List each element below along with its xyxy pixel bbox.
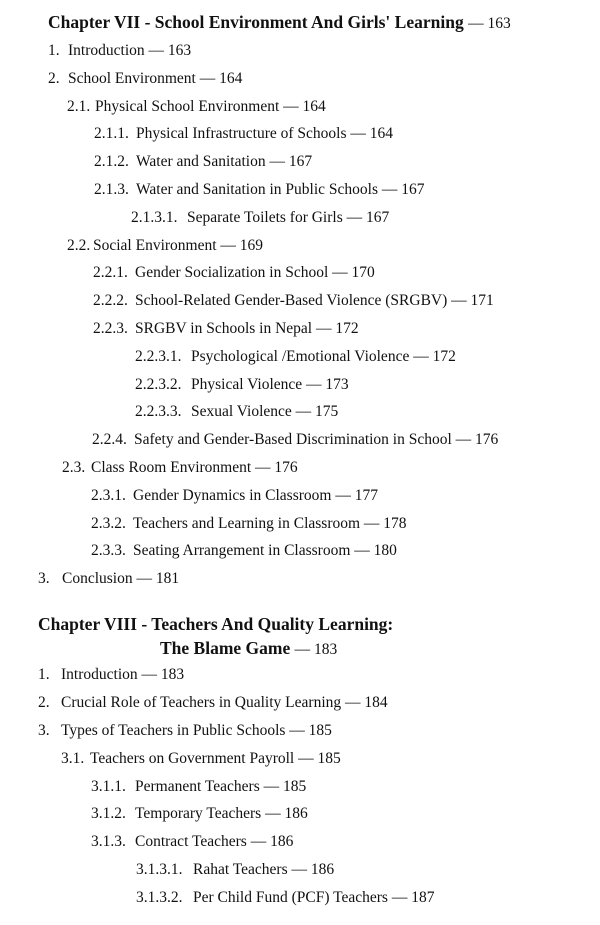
entry-page: 177 bbox=[354, 487, 378, 504]
entry-title: Physical Violence bbox=[191, 376, 303, 393]
entry-page: 172 bbox=[335, 320, 359, 337]
entry-number: 2.2.1. bbox=[93, 264, 128, 281]
em-dash: — bbox=[363, 515, 380, 532]
entry-number: 2.3.3. bbox=[91, 542, 126, 559]
em-dash: — bbox=[413, 348, 429, 365]
em-dash: — bbox=[148, 42, 164, 59]
entry-page: 164 bbox=[302, 98, 326, 115]
entry-title: Types of Teachers in Public Schools bbox=[61, 722, 286, 739]
entry-number: 2.1.3.1. bbox=[131, 209, 178, 226]
em-dash: — bbox=[391, 889, 408, 906]
em-dash: — bbox=[255, 459, 271, 476]
toc-entry[interactable] bbox=[94, 180, 424, 200]
entry-title: Introduction bbox=[68, 42, 145, 59]
toc-entry[interactable] bbox=[136, 860, 334, 880]
chapter-8-title-line2: The Blame Game bbox=[160, 638, 291, 658]
em-dash: — bbox=[265, 805, 281, 822]
entry-page: 167 bbox=[288, 153, 313, 170]
toc-entry[interactable] bbox=[62, 458, 298, 478]
entry-number: 2.2. bbox=[67, 237, 91, 254]
entry-number: 1. bbox=[48, 42, 60, 59]
toc-entry[interactable] bbox=[91, 514, 407, 534]
entry-title: Separate Toilets for Girls bbox=[187, 209, 343, 226]
toc-entry[interactable] bbox=[61, 749, 341, 769]
entry-title: SRGBV in Schools in Nepal bbox=[135, 320, 313, 337]
entry-title: Introduction bbox=[61, 666, 138, 683]
entry-number: 2.2.3.1. bbox=[135, 348, 182, 365]
entry-page: 180 bbox=[373, 542, 397, 559]
entry-title: Sexual Violence bbox=[191, 403, 292, 420]
entry-title: Social Environment bbox=[93, 237, 217, 254]
entry-title: Per Child Fund (PCF) Teachers bbox=[193, 889, 388, 906]
entry-title: Temporary Teachers bbox=[135, 805, 262, 822]
entry-title: Seating Arrangement in Classroom bbox=[133, 542, 351, 559]
em-dash: — bbox=[332, 264, 348, 281]
entry-page: 183 bbox=[160, 666, 185, 683]
toc-entry[interactable] bbox=[92, 430, 498, 450]
em-dash: — bbox=[263, 778, 280, 795]
em-dash: — bbox=[220, 237, 236, 254]
toc-entry[interactable] bbox=[38, 721, 332, 741]
entry-page: 184 bbox=[364, 694, 388, 711]
toc-entry[interactable] bbox=[135, 375, 349, 395]
toc-entry[interactable] bbox=[136, 888, 434, 908]
entry-title: Gender Dynamics in Classroom bbox=[133, 487, 332, 504]
entry-page: 186 bbox=[310, 861, 335, 878]
em-dash: — bbox=[141, 666, 157, 683]
entry-title: Physical Infrastructure of Schools bbox=[136, 125, 347, 142]
entry-title: Class Room Environment bbox=[91, 459, 252, 476]
entry-page: 176 bbox=[475, 431, 499, 448]
entry-number: 3.1.3.1. bbox=[136, 861, 183, 878]
entry-number: 2.2.4. bbox=[92, 431, 127, 448]
toc-entry[interactable] bbox=[93, 291, 494, 311]
entry-title: School Environment bbox=[68, 70, 196, 87]
em-dash: — bbox=[250, 833, 267, 850]
toc-entry[interactable] bbox=[91, 832, 293, 852]
entry-number: 1. bbox=[38, 666, 50, 683]
toc-entry[interactable] bbox=[131, 208, 389, 228]
entry-number: 3.1.3.2. bbox=[136, 889, 183, 906]
entry-number: 2.1. bbox=[67, 98, 91, 115]
entry-title: School-Related Gender-Based Violence (SRGBV) bbox=[135, 292, 448, 309]
toc-entry[interactable] bbox=[67, 97, 326, 117]
em-dash: — bbox=[295, 403, 312, 420]
entry-page: 164 bbox=[369, 125, 393, 142]
em-dash: — bbox=[346, 209, 363, 226]
entry-number: 2.3.1. bbox=[91, 487, 126, 504]
em-dash: — bbox=[345, 694, 361, 711]
em-dash: — bbox=[455, 431, 472, 448]
entry-page: 185 bbox=[317, 750, 341, 767]
entry-title: Psychological /Emotional Violence bbox=[191, 348, 410, 365]
em-dash: — bbox=[269, 153, 285, 170]
toc-entry[interactable] bbox=[91, 541, 397, 561]
entry-title: Rahat Teachers bbox=[193, 861, 288, 878]
chapter-8-title-continued bbox=[160, 637, 337, 661]
entry-number: 2.1.2. bbox=[94, 153, 129, 170]
entry-number: 2.1.1. bbox=[94, 125, 129, 142]
toc-entry[interactable] bbox=[135, 347, 456, 367]
em-dash: — bbox=[283, 98, 299, 115]
toc-entry[interactable] bbox=[135, 402, 338, 422]
entry-title: Water and Sanitation bbox=[136, 153, 266, 170]
em-dash: — bbox=[289, 722, 305, 739]
em-dash: — bbox=[199, 70, 216, 87]
chapter-8-page: — 183 bbox=[294, 641, 338, 658]
entry-number: 2. bbox=[48, 70, 60, 87]
entry-page: 187 bbox=[411, 889, 435, 906]
em-dash: — bbox=[451, 292, 467, 309]
toc-entry[interactable] bbox=[91, 804, 308, 824]
entry-page: 185 bbox=[308, 722, 332, 739]
entry-title: Water and Sanitation in Public Schools bbox=[136, 181, 378, 198]
entry-title: Conclusion bbox=[62, 570, 133, 587]
em-dash: — bbox=[354, 542, 370, 559]
em-dash: — bbox=[298, 750, 314, 767]
toc-entry[interactable] bbox=[93, 263, 375, 283]
toc-entry[interactable] bbox=[91, 777, 306, 797]
em-dash: — bbox=[335, 487, 351, 504]
toc-entry[interactable] bbox=[93, 319, 359, 339]
entry-page: 172 bbox=[432, 348, 456, 365]
entry-page: 170 bbox=[351, 264, 375, 281]
entry-page: 185 bbox=[282, 778, 307, 795]
entry-number: 2.2.3.2. bbox=[135, 376, 182, 393]
entry-number: 3. bbox=[38, 570, 50, 587]
chapter-8-title bbox=[38, 613, 393, 635]
entry-page: 186 bbox=[270, 833, 294, 850]
chapter-8-title-line1: Chapter VIII - Teachers And Quality Learning: bbox=[38, 614, 394, 634]
entry-page: 176 bbox=[274, 459, 298, 476]
entry-page: 163 bbox=[167, 42, 192, 59]
toc-entry[interactable] bbox=[48, 41, 191, 61]
entry-page: 186 bbox=[284, 805, 308, 822]
em-dash: — bbox=[294, 641, 311, 658]
entry-number: 2.3. bbox=[62, 459, 86, 476]
entry-number: 3.1. bbox=[61, 750, 85, 767]
toc-entry[interactable] bbox=[38, 693, 388, 713]
em-dash: — bbox=[381, 181, 398, 198]
em-dash: — bbox=[350, 125, 366, 142]
entry-number: 2.1.3. bbox=[94, 181, 129, 198]
entry-number: 2. bbox=[38, 694, 50, 711]
entry-page: 173 bbox=[325, 376, 349, 393]
entry-number: 3.1.3. bbox=[91, 833, 126, 850]
entry-number: 3.1.1. bbox=[91, 778, 126, 795]
entry-number: 2.2.3.3. bbox=[135, 403, 182, 420]
entry-title: Crucial Role of Teachers in Quality Learning bbox=[61, 694, 342, 711]
entry-title: Physical School Environment bbox=[95, 98, 280, 115]
entry-title: Gender Socialization in School bbox=[135, 264, 329, 281]
em-dash: — bbox=[468, 15, 484, 32]
chapter-7-title-text: Chapter VII - School Environment And Girls' Learning bbox=[48, 12, 464, 32]
entry-number: 2.3.2. bbox=[91, 515, 126, 532]
entry-page: 175 bbox=[315, 403, 339, 420]
entry-page: 167 bbox=[401, 181, 425, 198]
entry-number: 2.2.3. bbox=[93, 320, 128, 337]
entry-number: 3.1.2. bbox=[91, 805, 126, 822]
chapter-7-page: — 163 bbox=[468, 15, 511, 32]
em-dash: — bbox=[291, 861, 307, 878]
entry-title: Permanent Teachers bbox=[135, 778, 260, 795]
entry-title: Teachers on Government Payroll bbox=[90, 750, 295, 767]
entry-number: 3. bbox=[38, 722, 50, 739]
em-dash: — bbox=[136, 570, 152, 587]
entry-page: 164 bbox=[219, 70, 243, 87]
entry-title: Contract Teachers bbox=[135, 833, 247, 850]
em-dash: — bbox=[306, 376, 322, 393]
entry-page: 171 bbox=[470, 292, 494, 309]
entry-number: 2.2.2. bbox=[93, 292, 128, 309]
entry-title: Teachers and Learning in Classroom bbox=[133, 515, 361, 532]
toc-entry[interactable] bbox=[91, 486, 378, 506]
entry-page: 169 bbox=[239, 237, 264, 254]
entry-page: 181 bbox=[155, 570, 180, 587]
toc-entry[interactable] bbox=[38, 665, 184, 685]
entry-page: 178 bbox=[383, 515, 407, 532]
toc-entry[interactable] bbox=[67, 236, 263, 256]
em-dash: — bbox=[316, 320, 332, 337]
toc-entry[interactable] bbox=[48, 69, 242, 89]
entry-page: 167 bbox=[366, 209, 390, 226]
entry-title: Safety and Gender-Based Discrimination in School bbox=[134, 431, 452, 448]
chapter-7-title bbox=[48, 11, 511, 35]
toc-entry[interactable] bbox=[94, 152, 312, 172]
toc-entry[interactable] bbox=[38, 569, 179, 589]
toc-entry[interactable] bbox=[94, 124, 393, 144]
